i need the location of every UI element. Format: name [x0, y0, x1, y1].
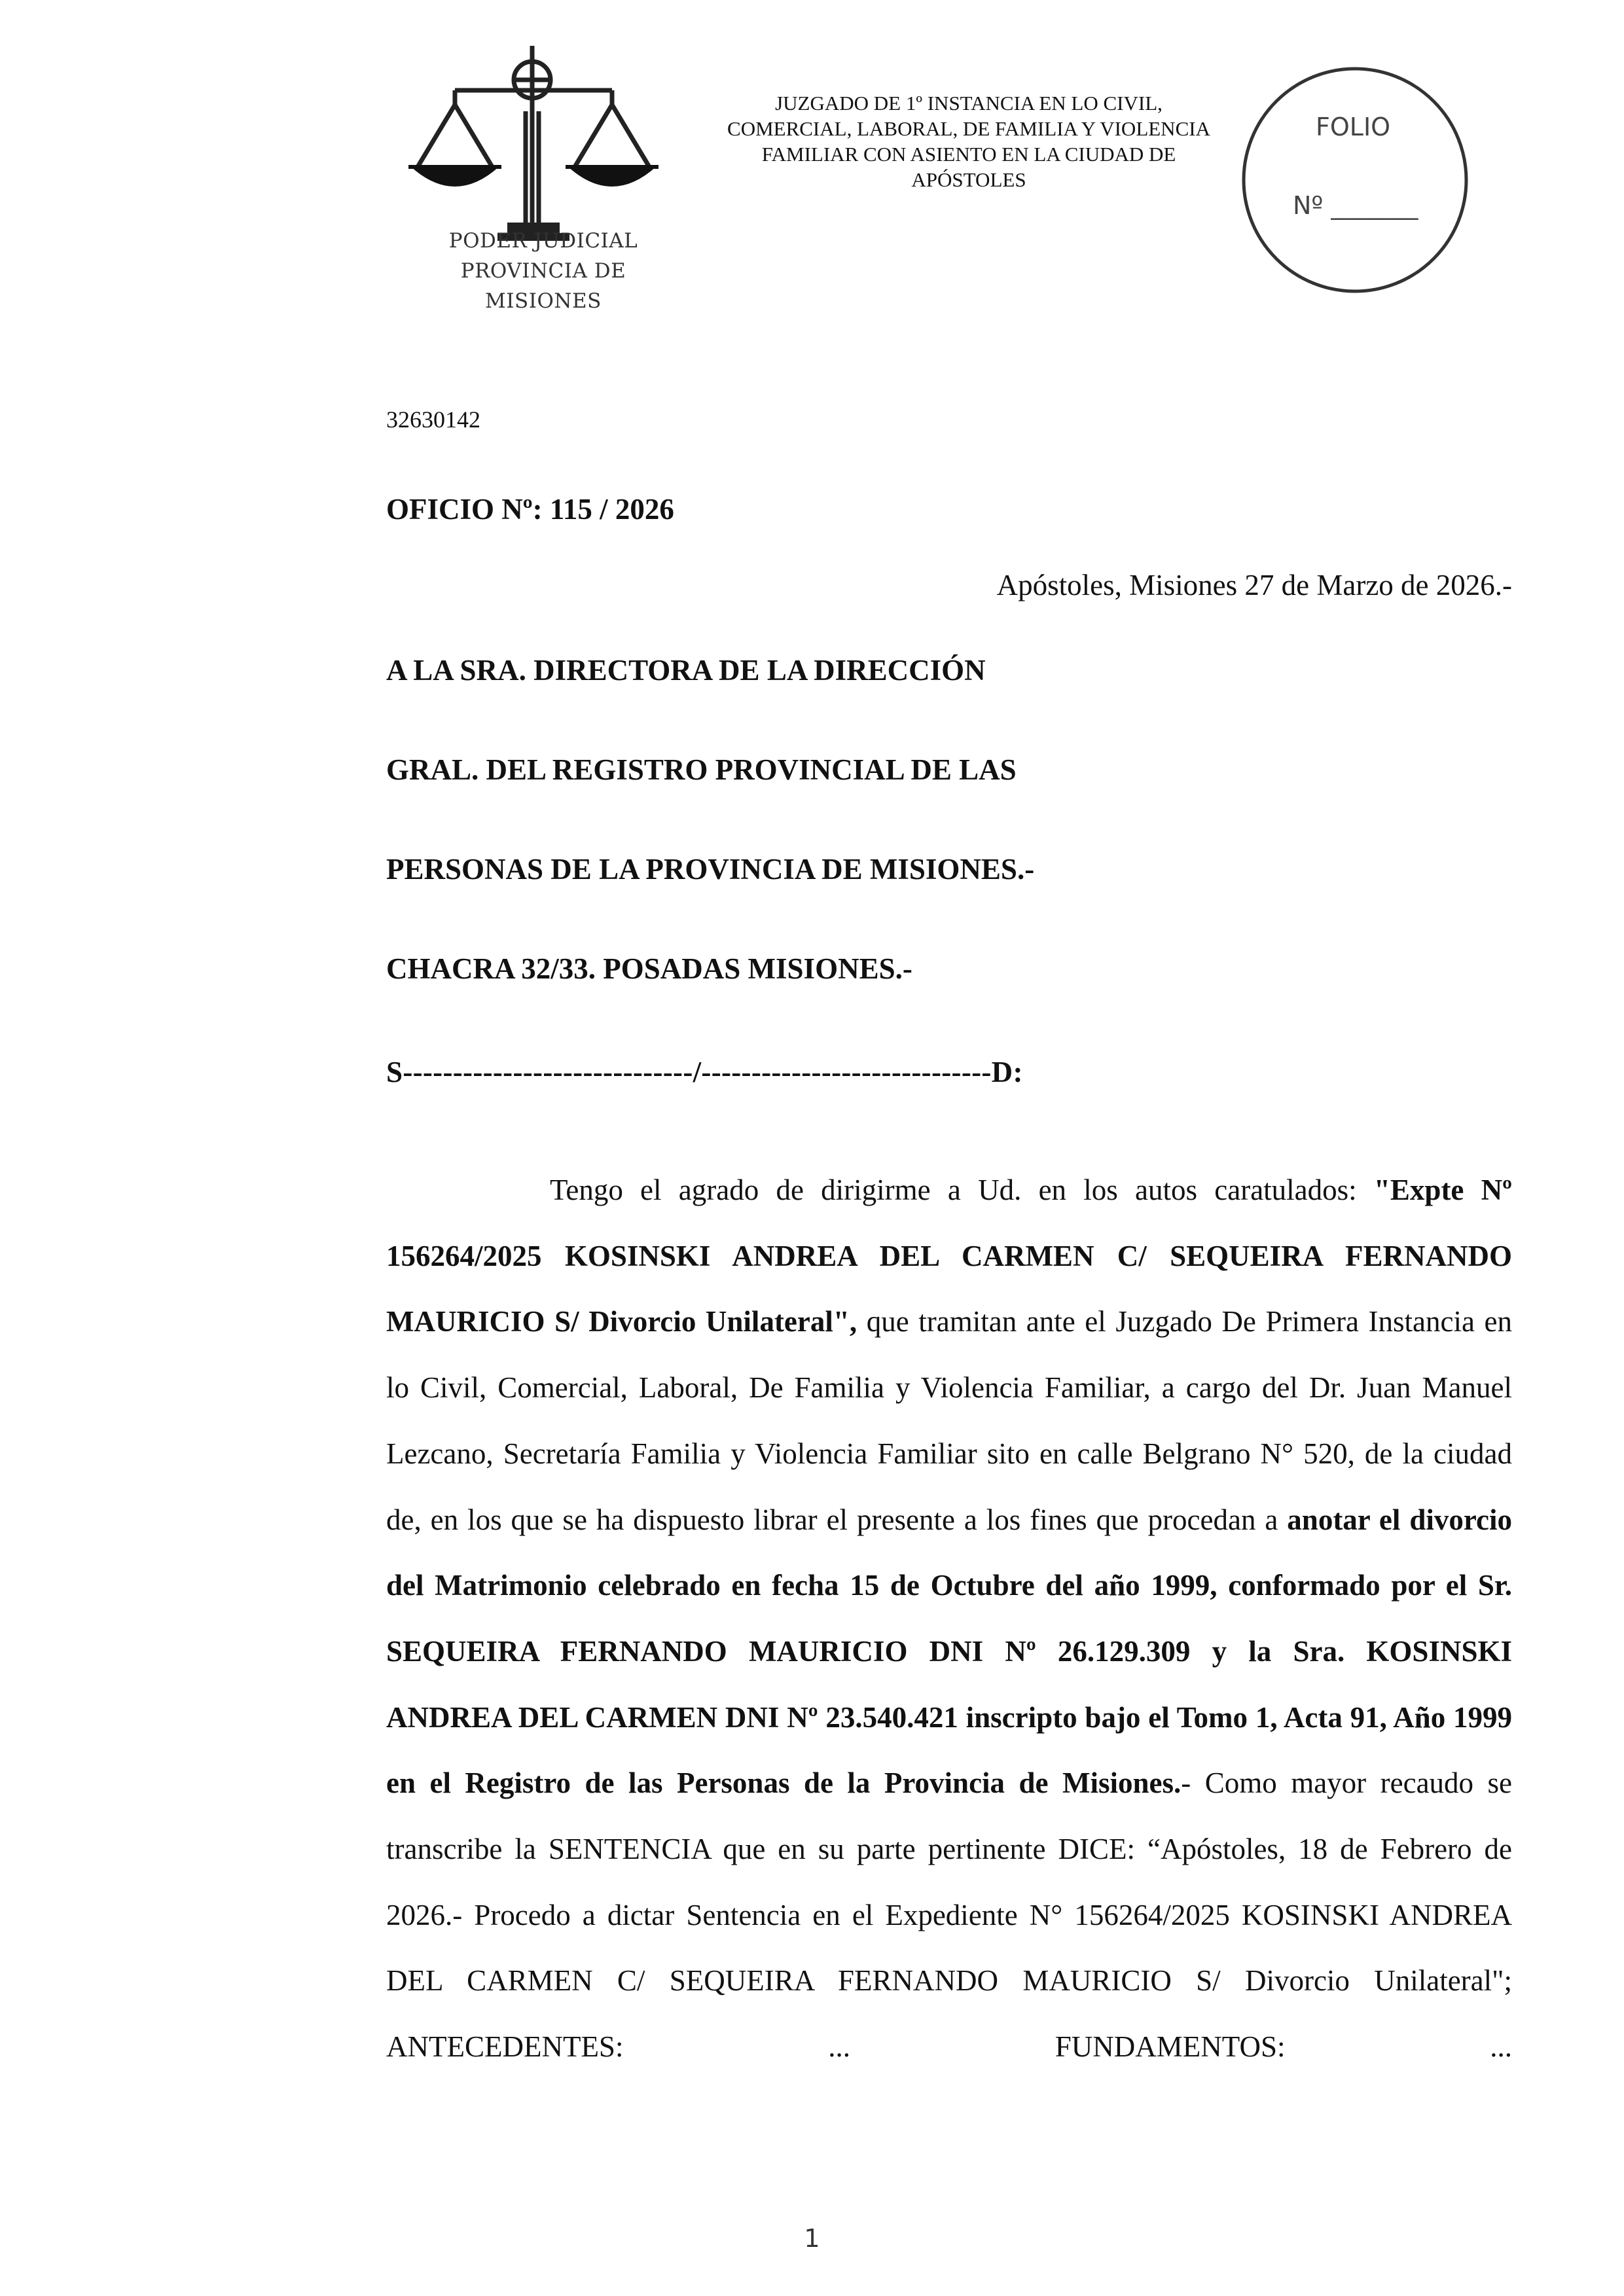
folio-label: FOLIO	[1316, 113, 1391, 141]
court-line-3: FAMILIAR CON ASIENTO EN LA CIUDAD DE	[761, 143, 1176, 166]
court-line-2: COMERCIAL, LABORAL, DE FAMILIA Y VIOLENCIA	[727, 117, 1210, 140]
body-text-3: - Como mayor recaudo se transcribe la SENTENCIA que en su parte pertinente DICE: “Apóstoles, 18 de Febrero de 2026.- Procedo a dictar Sentencia en el Expediente N° 156264/2025 KOSINSKI ANDREA DEL CARMEN C/ SEQUEIRA FERNANDO MAURICIO S/ Divorcio Unilateral"; ANTECEDENTES: ... FUNDAMENTOS: ...	[386, 1767, 1512, 2064]
body-text-1: Tengo el agrado de dirigirme a Ud. en los autos caratulados:	[550, 1174, 1374, 1206]
folio-number-field: Nº _______	[1293, 191, 1418, 220]
salutation: S-----------------------------/-----------------------------D:	[386, 1056, 1023, 1088]
page-number: 1	[804, 2224, 820, 2253]
logo-line-2: PROVINCIA DE MISIONES	[460, 259, 626, 313]
case-title: "Expte Nº 156264/2025 KOSINSKI ANDREA DEL CARMEN C/ SEQUEIRA FERNANDO MAURICIO S/ Divorcio Unilateral",	[386, 1174, 1512, 1338]
body-paragraph	[386, 1157, 1512, 2080]
logo-line-1: PODER JUDICIAL	[448, 229, 638, 253]
body-text-2: que tramitan ante el Juzgado De Primera Instancia en lo Civil, Comercial, Laboral, De Familia y Violencia Familiar, a cargo del Dr. Juan Manuel Lezcano, Secretaría Familia y Violencia Familiar sito en calle Belgrano N° 520, de la ciudad de, en los que se ha dispuesto librar el presente a los fines que procedan a	[386, 1305, 1512, 1536]
oficio-number: OFICIO Nº: 115 / 2026	[386, 493, 674, 526]
addressee-line-1: A LA SRA. DIRECTORA DE LA DIRECCIÓN	[386, 654, 986, 687]
folio-stamp-circle	[1237, 62, 1473, 298]
court-line-1: JUZGADO DE 1º INSTANCIA EN LO CIVIL,	[775, 92, 1163, 115]
logo-caption	[399, 226, 687, 316]
marriage-details: anotar el divorcio del Matrimonio celebrado en fecha 15 de Octubre del año 1999, conformado por el Sr. SEQUEIRA FERNANDO MAURICIO DNI Nº 26.129.309 y la Sra. KOSINSKI ANDREA DEL CARMEN DNI Nº 23.540.421 inscripto bajo el Tomo 1, Acta 91, Año 1999 en el Registro de las Personas de la Provincia de Misiones.	[386, 1503, 1512, 1800]
addressee-line-2: GRAL. DEL REGISTRO PROVINCIAL DE LAS	[386, 753, 1017, 786]
court-header	[681, 90, 1257, 192]
court-line-4: APÓSTOLES	[911, 168, 1026, 191]
addressee-line-4: CHACRA 32/33. POSADAS MISIONES.-	[386, 952, 912, 985]
document-id: 32630142	[386, 406, 480, 433]
addressee-line-3: PERSONAS DE LA PROVINCIA DE MISIONES.-	[386, 853, 1035, 886]
date-line: Apóstoles, Misiones 27 de Marzo de 2026.-	[996, 569, 1512, 601]
